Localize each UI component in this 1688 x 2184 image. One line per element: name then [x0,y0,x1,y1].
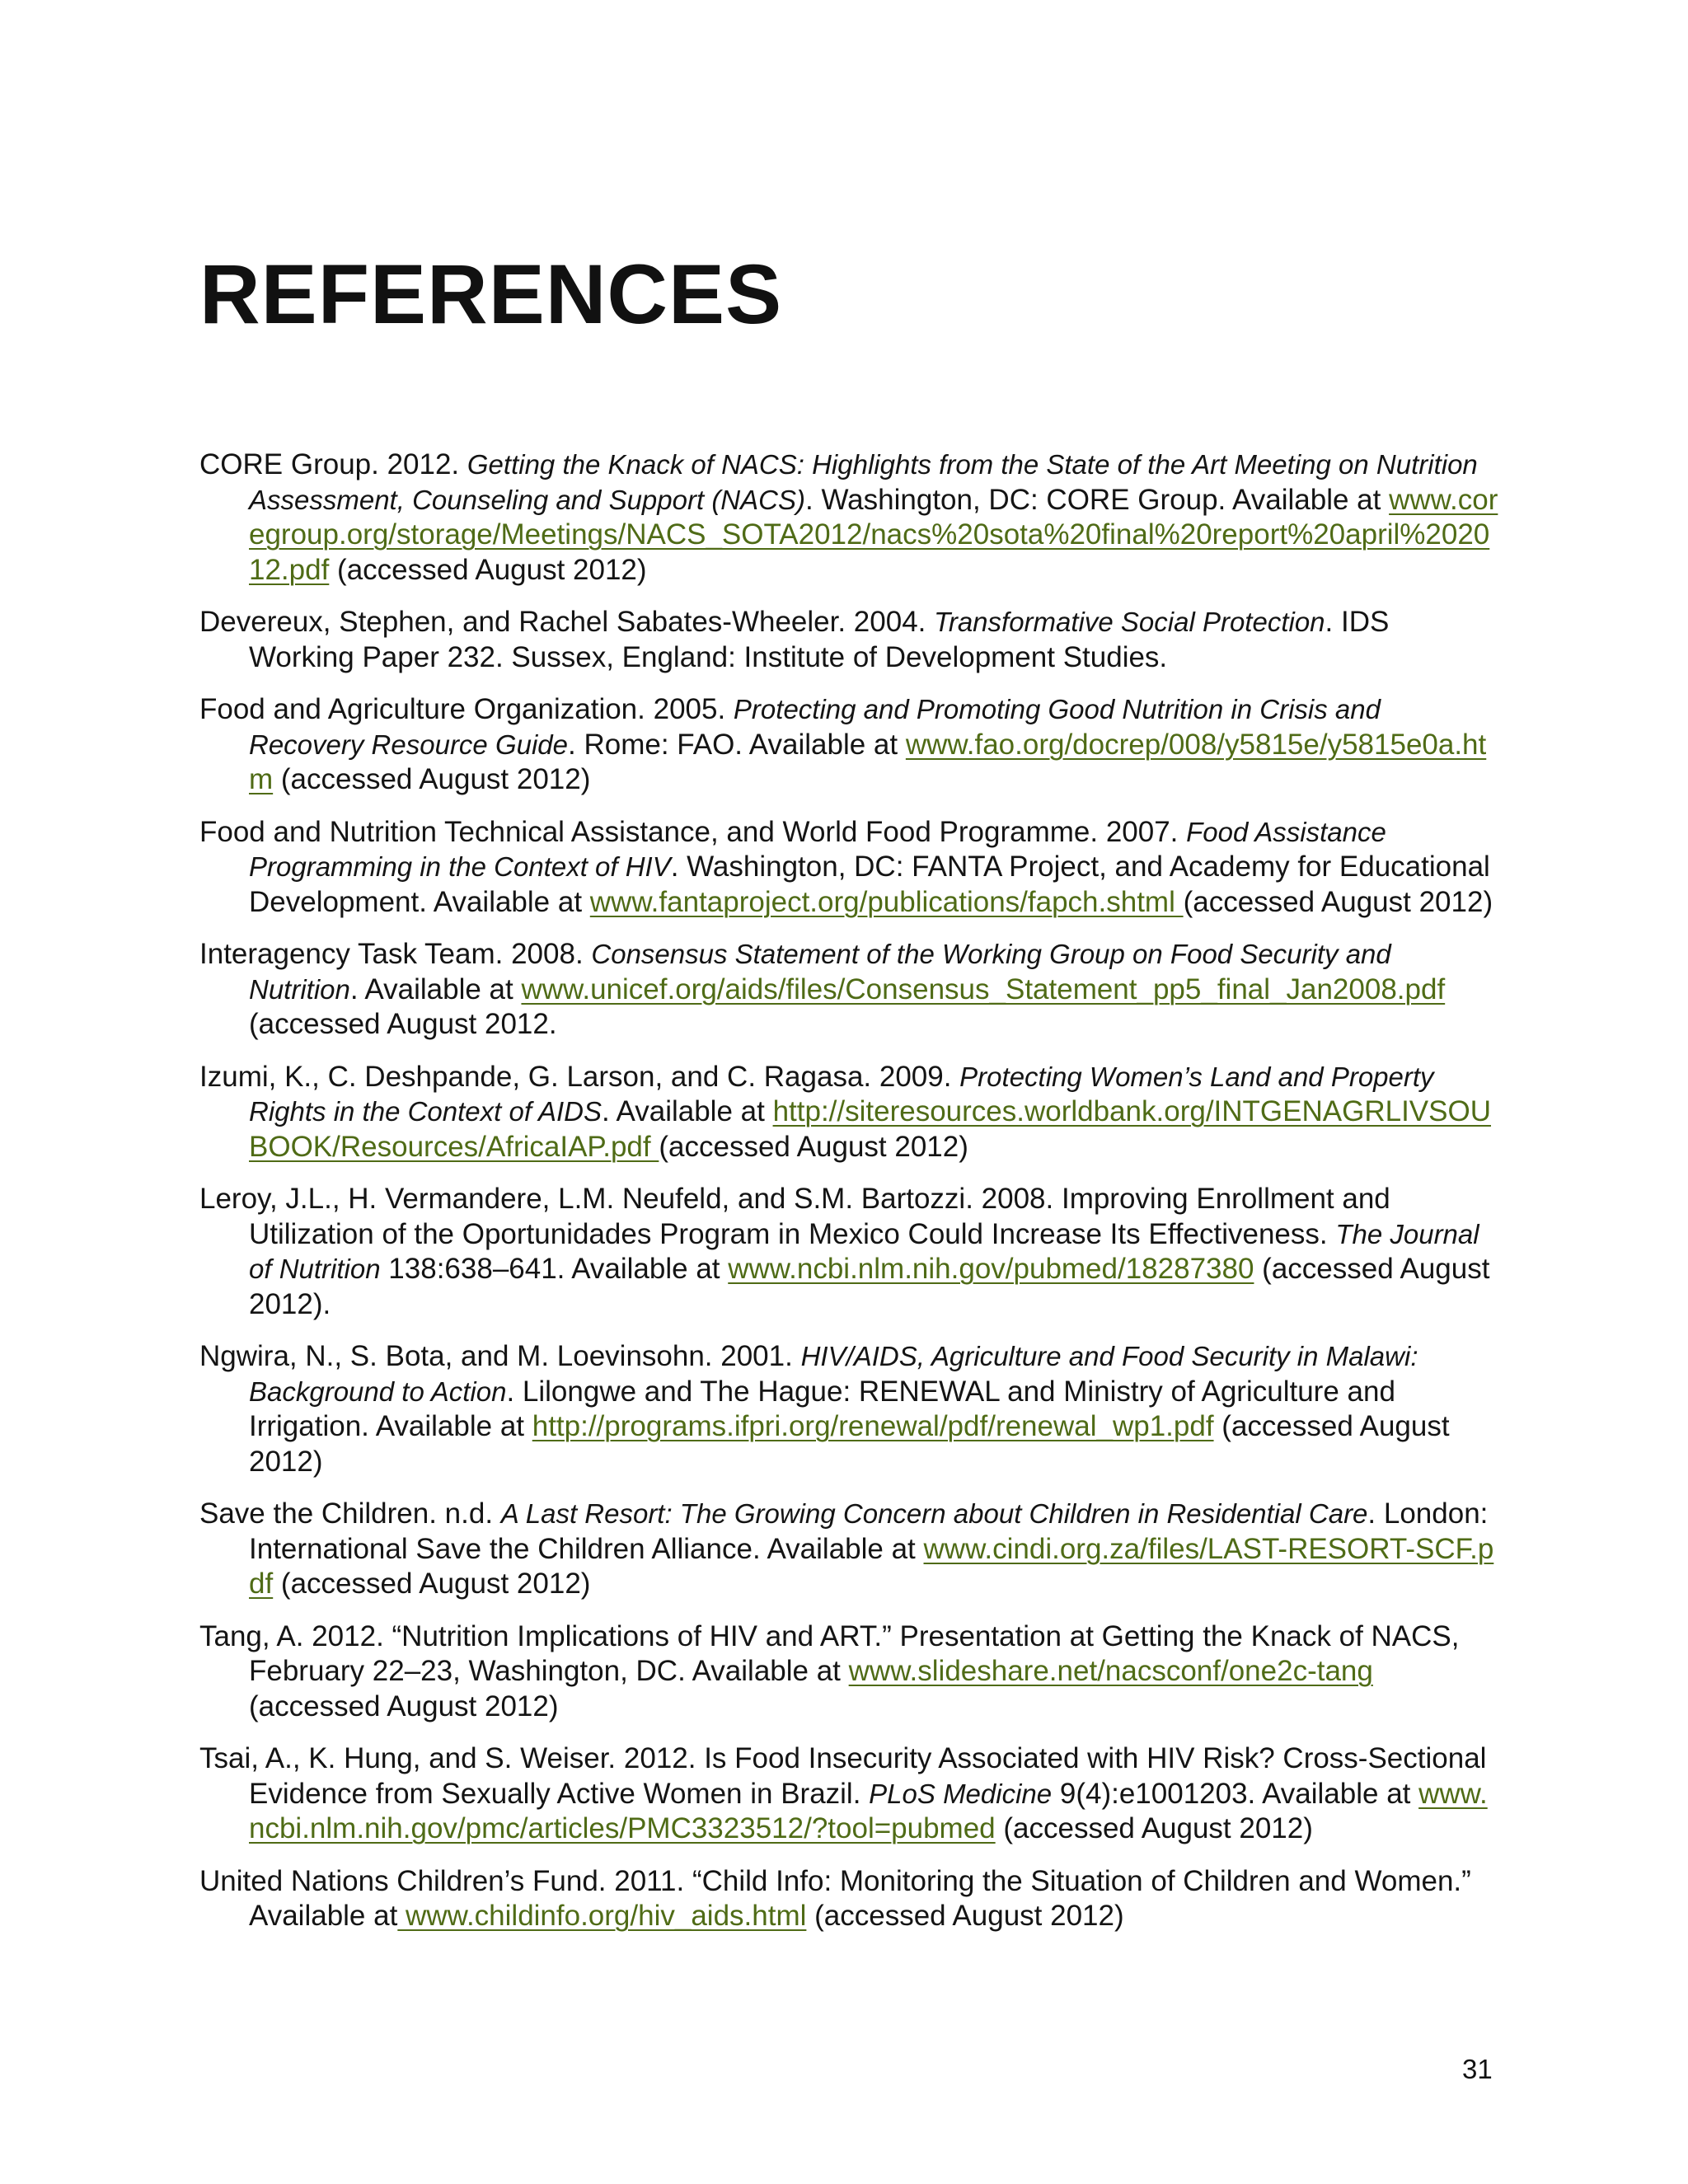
reference-accessed: (accessed August 2012) [659,1130,968,1163]
reference-accessed: (accessed August 2012. [249,1008,557,1040]
reference-title: A Last Resort: The Growing Concern about Children in Residential Care [500,1498,1368,1529]
page-title: REFERENCES [199,247,783,341]
reference-entry [199,605,1502,675]
reference-entry [199,1339,1502,1479]
reference-text: Ngwira, N., S. Bota, and M. Loevinsohn. 2001. [199,1340,801,1372]
reference-text: . Washington, DC: FANTA Project, and Academy for Educational Development. Available at [249,851,1490,918]
reference-entry [199,1060,1502,1165]
reference-text: . Available at [602,1095,773,1127]
reference-text: 9(4):e1001203. Available at [1052,1777,1419,1810]
reference-text: Tsai, A., K. Hung, and S. Weiser. 2012. Is Food Insecurity Associated with HIV Risk? Cross-Sectional Evidence from Sexually Active Women in Brazil. [199,1742,1487,1810]
reference-text: United Nations Children’s Fund. 2011. “Child Info: Monitoring the Situation of Children and Women.” Available at [199,1864,1471,1932]
reference-entry [199,1497,1502,1602]
reference-text: CORE Group. 2012. [199,448,467,480]
reference-text: . Available at [349,972,522,1005]
reference-accessed: (accessed August 2012) [249,1410,1450,1478]
reference-text: Interagency Task Team. 2008. [199,938,592,970]
reference-link[interactable]: www.childinfo.org/hiv_aids.html [397,1900,807,1932]
reference-link[interactable]: www.fantaproject.org/publications/fapch.shtml [589,885,1184,918]
reference-accessed: (accessed August 2012) [273,1568,591,1600]
reference-entry [199,448,1502,588]
reference-link[interactable]: www.coregroup.org/storage/Meetings/NACS_SOTA2012/nacs%20sota%20final%20report%20april%202012.pdf [249,483,1498,586]
reference-text: Food and Agriculture Organization. 2005. [199,693,734,725]
reference-entry [199,1619,1502,1725]
reference-list [199,448,1502,1952]
reference-text: . Washington, DC: CORE Group. Available at [805,483,1390,516]
reference-accessed: (accessed August 2012) [806,1900,1124,1932]
reference-entry [199,1182,1502,1322]
reference-text: Tang, A. 2012. “Nutrition Implications of HIV and ART.” Presentation at Getting the Knack of NACS, February 22–23, Washington, DC. Available at [199,1619,1460,1687]
reference-title: Food Assistance Programming in the Context of HIV [249,816,1386,882]
reference-text: Food and Nutrition Technical Assistance, and World Food Programme. 2007. [199,815,1187,848]
reference-accessed: (accessed August 2012) [249,1690,559,1722]
reference-text: . Lilongwe and The Hague: RENEWAL and Ministry of Agriculture and Irrigation. Available at [249,1375,1395,1442]
reference-title: Consensus Statement of the Working Group on Food Security and Nutrition [249,939,1391,1005]
reference-text: Leroy, J.L., H. Vermandere, L.M. Neufeld, and S.M. Bartozzi. 2008. Improving Enrollment and Utilization of the Oportunidades Program in Mexico Could Increase Its Effectiveness. [199,1183,1390,1250]
reference-link[interactable]: http://programs.ifpri.org/renewal/pdf/renewal_wp1.pdf [532,1410,1214,1442]
reference-link[interactable]: www.slideshare.net/nacsconf/one2c-tang [848,1655,1373,1687]
reference-link[interactable]: http://siteresources.worldbank.org/INTGENAGRLIVSOUBOOK/Resources/AfricaIAP.pdf [249,1095,1491,1163]
reference-link[interactable]: www.cindi.org.za/files/LAST-RESORT-SCF.pdf [249,1532,1494,1600]
reference-journal: PLoS Medicine [869,1778,1053,1809]
reference-entry [199,815,1502,921]
reference-accessed: (accessed August 2012) [1183,885,1493,918]
reference-title: Transformative Social Protection [934,607,1325,637]
reference-entry [199,1741,1502,1847]
reference-link[interactable]: www.unicef.org/aids/files/Consensus_Statement_pp5_final_Jan2008.pdf [521,972,1446,1005]
reference-text: Save the Children. n.d. [199,1497,501,1530]
reference-accessed: (accessed August 2012) [995,1812,1313,1844]
reference-link[interactable]: www.fao.org/docrep/008/y5815e/y5815e0a.htm [249,728,1487,795]
reference-link[interactable]: www.ncbi.nlm.nih.gov/pubmed/18287380 [728,1253,1254,1285]
reference-text: Devereux, Stephen, and Rachel Sabates-Wheeler. 2004. [199,606,935,638]
reference-accessed: (accessed August 2012) [273,763,591,795]
reference-entry [199,1864,1502,1934]
reference-text: . IDS Working Paper 232. Sussex, England: Institute of Development Studies. [249,606,1390,673]
reference-title: Protecting Women’s Land and Property Rights in the Context of AIDS [249,1061,1434,1127]
reference-text: . London: International Save the Children Alliance. Available at [249,1497,1489,1565]
reference-link[interactable]: www.ncbi.nlm.nih.gov/pmc/articles/PMC3323512/?tool=pubmed [249,1777,1488,1844]
reference-text: . Rome: FAO. Available at [568,728,906,761]
reference-journal: The Journal of Nutrition [249,1218,1479,1284]
reference-accessed: (accessed August 2012) [329,553,647,586]
reference-entry [199,937,1502,1043]
reference-text: Izumi, K., C. Deshpande, G. Larson, and C. Ragasa. 2009. [199,1060,960,1093]
reference-title: Getting the Knack of NACS: Highlights from the State of the Art Meeting on Nutrition Assessment, Counseling and Support (NACS) [249,449,1478,515]
reference-title: HIV/AIDS, Agriculture and Food Security in Malawi: Background to Action [249,1341,1418,1407]
page-number: 31 [1462,2054,1493,2084]
reference-text: 138:638–641. Available at [380,1253,729,1285]
reference-title: Protecting and Promoting Good Nutrition in Crisis and Recovery Resource Guide [249,694,1381,760]
reference-entry [199,692,1502,798]
reference-accessed: (accessed August 2012). [249,1253,1490,1320]
